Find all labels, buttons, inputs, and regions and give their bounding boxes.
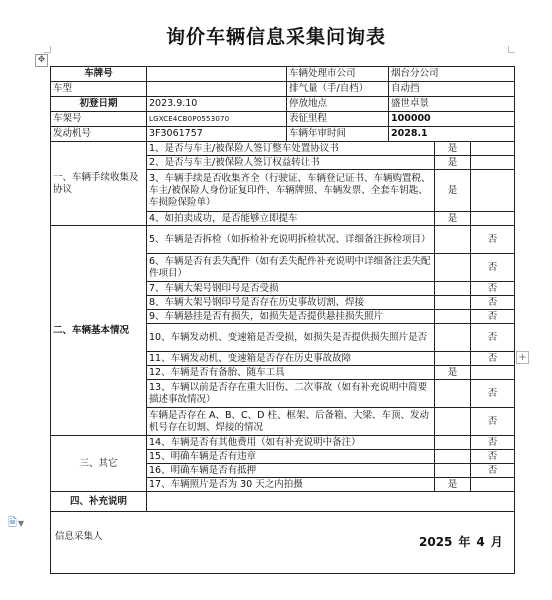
section3-label: 三、其它 [51, 436, 147, 492]
question-text: 2、是否与车主/被保险人签订权益转让书 [147, 156, 435, 170]
answer-yes[interactable] [435, 296, 471, 310]
answer-no[interactable]: 否 [471, 352, 515, 366]
model-value[interactable] [147, 82, 287, 97]
answer-no[interactable]: 否 [471, 464, 515, 478]
answer-no[interactable] [471, 156, 515, 170]
info-row-engine [51, 127, 515, 142]
answer-yes[interactable] [435, 450, 471, 464]
date-month-unit: 月 [490, 535, 503, 549]
parking-value[interactable]: 盛世卓景 [389, 97, 515, 112]
answer-yes[interactable] [435, 282, 471, 296]
answer-no[interactable]: 否 [471, 282, 515, 296]
inquiry-table [50, 66, 515, 574]
vin-label: 车架号 [51, 112, 147, 127]
question-text: 9、车辆悬挂是否有损失，如损失是否提供悬挂损失照片 [147, 310, 435, 324]
answer-no[interactable] [471, 170, 515, 212]
mileage-value[interactable]: 100000 [389, 112, 515, 127]
question-text: 车辆是否存在 A、B、C、D 柱、框架、后备箱、大梁、车顶、发动机号存在切割、焊接的情况 [147, 408, 435, 436]
answer-no[interactable] [471, 212, 515, 226]
info-row-plate [51, 67, 515, 82]
answer-yes[interactable] [435, 310, 471, 324]
info-row-regdate [51, 97, 515, 112]
question-text: 12、车辆是否有备胎、随车工具 [147, 366, 435, 380]
plate-value[interactable] [147, 67, 287, 82]
question-text: 7、车辆大架号钢印号是否受损 [147, 282, 435, 296]
question-text: 10、车辆发动机、变速箱是否受损，如损失是否提供损失照片是否 [147, 324, 435, 352]
inspect-value[interactable]: 2028.1 [389, 127, 515, 142]
question-text: 8、车辆大架号钢印号是否存在历史事故切割、焊接 [147, 296, 435, 310]
answer-yes[interactable]: 是 [435, 212, 471, 226]
page-corner-mark [44, 46, 51, 53]
answer-no[interactable]: 否 [471, 324, 515, 352]
date-year-unit: 年 [458, 535, 471, 549]
answer-no[interactable]: 否 [471, 436, 515, 450]
vin-value[interactable]: LGXCE4CB0P0553070 [147, 112, 287, 127]
answer-no[interactable]: 否 [471, 254, 515, 282]
answer-yes[interactable] [435, 226, 471, 254]
add-column-plus-icon[interactable]: + [516, 351, 529, 364]
document-options-icon[interactable]: 🗎▼ [8, 516, 25, 529]
answer-no[interactable]: 否 [471, 450, 515, 464]
answer-no[interactable] [471, 142, 515, 156]
answer-no[interactable] [471, 366, 515, 380]
question-text: 14、车辆是否有其他费用（如有补充说明中备注） [147, 436, 435, 450]
table-move-handle-icon[interactable]: ✥ [35, 54, 48, 67]
date-month[interactable]: 4 [476, 535, 485, 549]
question-text: 3、车辆手续是否收集齐全（行驶证、车辆登记证书、车辆购置税、车主/被保险人身份证复印件、车辆牌照、车辆发票、全套车钥匙、车损险保险单） [147, 170, 435, 212]
company-value[interactable]: 烟台分公司 [389, 67, 515, 82]
company-label: 车辆处理市公司 [287, 67, 389, 82]
answer-no[interactable]: 否 [471, 226, 515, 254]
answer-yes[interactable]: 是 [435, 156, 471, 170]
question-text: 11、车辆发动机、变速箱是否存在历史事故故障 [147, 352, 435, 366]
displacement-label: 排气量（手/自档） [287, 82, 389, 97]
answer-no[interactable] [471, 478, 515, 492]
displacement-value[interactable]: 自动挡 [389, 82, 515, 97]
answer-no[interactable]: 否 [471, 408, 515, 436]
question-text: 15、明确车辆是否有违章 [147, 450, 435, 464]
page-corner-mark [508, 46, 515, 53]
answer-yes[interactable]: 是 [435, 478, 471, 492]
question-text: 16、明确车辆是否有抵押 [147, 464, 435, 478]
question-text: 6、车辆是否有丢失配件（如有丢失配件补充说明中详细备注丢失配件项目） [147, 254, 435, 282]
section4-label: 四、补充说明 [51, 492, 147, 512]
engine-value[interactable]: 3F3061757 [147, 127, 287, 142]
inspect-label: 车辆年审时间 [287, 127, 389, 142]
question-text: 13、车辆以前是否存在重大旧伤、二次事故（如有补充说明中简要描述事故情况） [147, 380, 435, 408]
info-row-model [51, 82, 515, 97]
regdate-value[interactable]: 2023.9.10 [147, 97, 287, 112]
sign-date [419, 536, 509, 548]
answer-no[interactable]: 否 [471, 296, 515, 310]
collector-row [51, 512, 515, 574]
supplement-content[interactable] [147, 492, 515, 512]
answer-no[interactable]: 否 [471, 310, 515, 324]
question-text: 1、是否与车主/被保险人签订整车处置协议书 [147, 142, 435, 156]
answer-yes[interactable] [435, 436, 471, 450]
question-row [51, 436, 515, 450]
date-year[interactable]: 2025 [419, 535, 453, 549]
answer-yes[interactable] [435, 324, 471, 352]
mileage-label: 表征里程 [287, 112, 389, 127]
answer-yes[interactable]: 是 [435, 170, 471, 212]
answer-yes[interactable]: 是 [435, 366, 471, 380]
answer-yes[interactable] [435, 380, 471, 408]
supplement-row [51, 492, 515, 512]
model-label: 车型 [51, 82, 147, 97]
section2-label: 二、车辆基本情况 [51, 226, 147, 436]
info-row-vin [51, 112, 515, 127]
section1-label: 一、车辆手续收集及协议 [51, 142, 147, 226]
collector-cell [51, 512, 515, 574]
page-title: 询价车辆信息采集问询表 [165, 26, 386, 48]
plate-label: 车牌号 [51, 67, 147, 82]
answer-yes[interactable] [435, 408, 471, 436]
question-row [51, 226, 515, 254]
question-row [51, 142, 515, 156]
answer-yes[interactable] [435, 352, 471, 366]
answer-yes[interactable] [435, 254, 471, 282]
question-text: 17、车辆照片是否为 30 天之内拍摄 [147, 478, 435, 492]
regdate-label: 初登日期 [51, 97, 147, 112]
answer-no[interactable]: 否 [471, 380, 515, 408]
question-text: 4、如拍卖成功，是否能够立即提车 [147, 212, 435, 226]
answer-yes[interactable] [435, 464, 471, 478]
engine-label: 发动机号 [51, 127, 147, 142]
answer-yes[interactable]: 是 [435, 142, 471, 156]
parking-label: 停放地点 [287, 97, 389, 112]
collector-label: 信息采集人 [55, 531, 103, 542]
question-text: 5、车辆是否拆检（如拆检补充说明拆检状况、详细备注拆检项目） [147, 226, 435, 254]
